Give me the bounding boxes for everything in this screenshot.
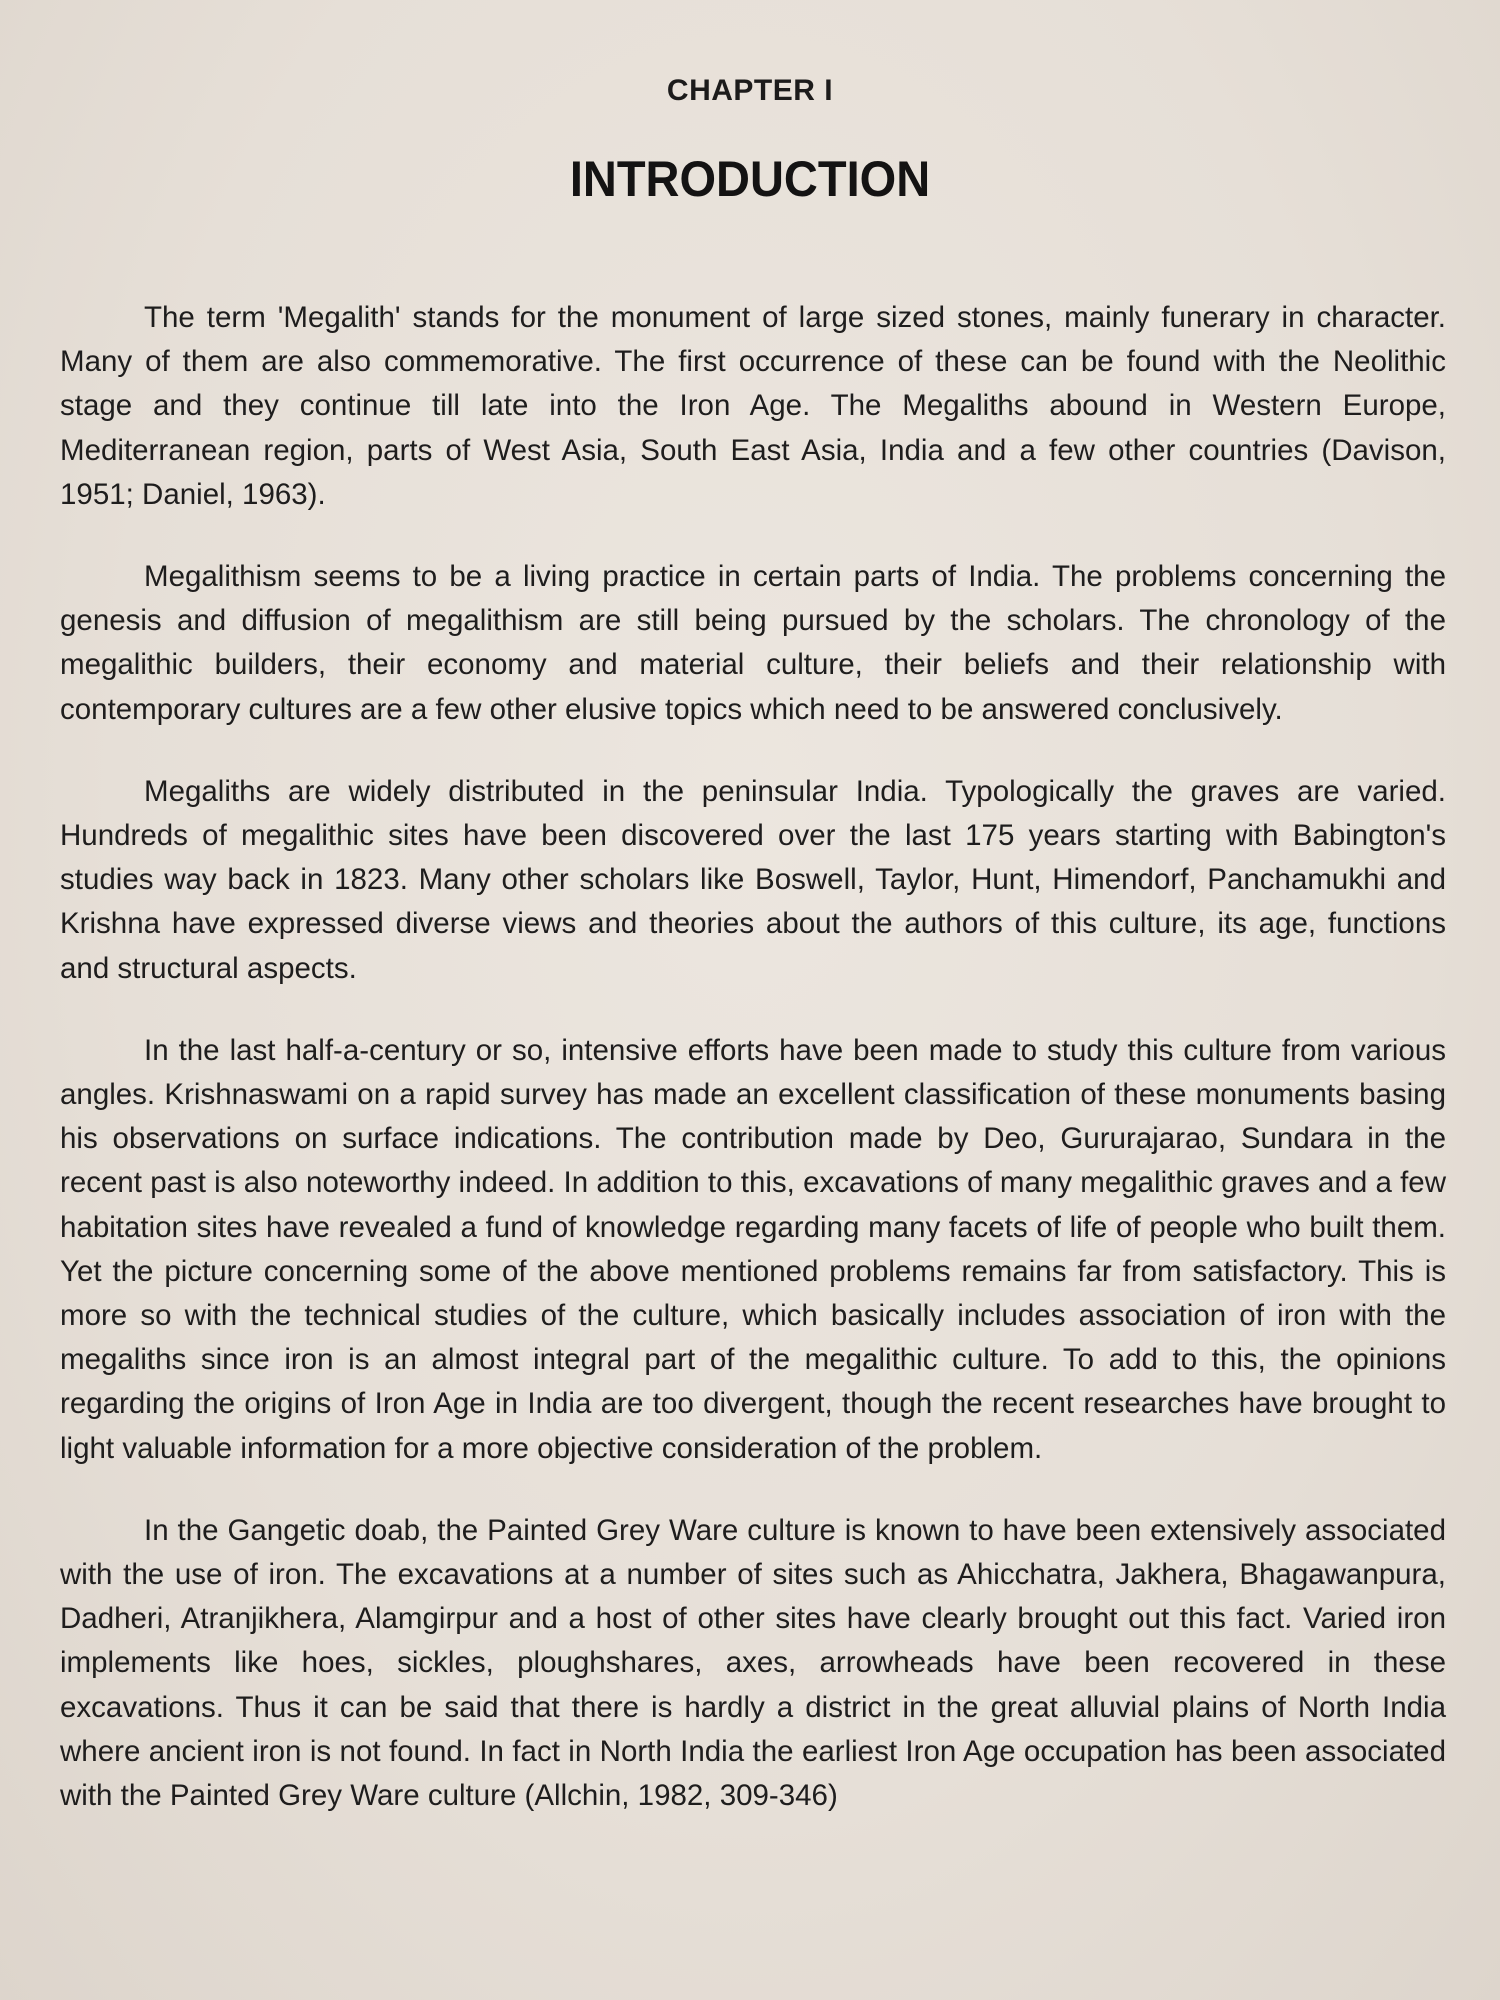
body-text	[60, 296, 1446, 1856]
paragraph-1: The term 'Megalith' stands for the monument of large sized stones, mainly funerary in character. Many of them are also commemorative. The first occurrence of these can be found with the Neolithic stage and they continue till late into the Iron Age. The Megaliths abound in Western Europe, Mediterranean region, parts of West Asia, South East Asia, India and a few other countries (Davison, 1951; Daniel, 1963).	[60, 301, 1446, 511]
chapter-title: INTRODUCTION	[569, 151, 931, 207]
paragraph-4: In the last half-a-century or so, intensive efforts have been made to study this culture from various angles. Krishnaswami on a rapid survey has made an excellent classification of these monuments basing his observations on surface indications. The contribution made by Deo, Gururajarao, Sundara in the recent past is also noteworthy indeed. In addition to this, excavations of many megalithic graves and a few habitation sites have revealed a fund of knowledge regarding many facets of life of people who built them. Yet the picture concerning some of the above mentioned problems remains far from satisfactory. This is more so with the technical studies of the culture, which basically includes association of iron with the megaliths since iron is an almost integral part of the megalithic culture. To add to this, the opinions regarding the origins of Iron Age in India are too divergent, though the recent researches have brought to light valuable information for a more objective consideration of the problem.	[60, 1033, 1446, 1465]
paragraph-3: Megaliths are widely distributed in the peninsular India. Typologically the graves are varied. Hundreds of megalithic sites have been discovered over the last 175 years starting with Babington's studies way back in 1823. Many other scholars like Boswell, Taylor, Hunt, Himendorf, Panchamukhi and Krishna have expressed diverse views and theories about the authors of this culture, its age, functions and structural aspects.	[60, 774, 1446, 985]
chapter-label: CHAPTER I	[666, 74, 834, 107]
paragraph-5: In the Gangetic doab, the Painted Grey Ware culture is known to have been extensively associated with the use of iron. The excavations at a number of sites such as Ahicchatra, Jakhera, Bhagawanpura, Dadheri, Atranjikhera, Alamgirpur and a host of other sites have clearly brought out this fact. Varied iron implements like hoes, sickles, ploughshares, axes, arrowheads have been recovered in these excavations. Thus it can be said that there is hardly a district in the great alluvial plains of North India where ancient iron is not found. In fact in North India the earliest Iron Age occupation has been associated with the Painted Grey Ware culture (Allchin, 1982, 309-346)	[60, 1513, 1446, 1813]
paragraph-2: Megalithism seems to be a living practice in certain parts of India. The problems concerning the genesis and diffusion of megalithism are still being pursued by the scholars. The chronology of the megalithic builders, their economy and material culture, their beliefs and their relationship with contemporary cultures are a few other elusive topics which need to be answered conclusively.	[60, 560, 1446, 726]
